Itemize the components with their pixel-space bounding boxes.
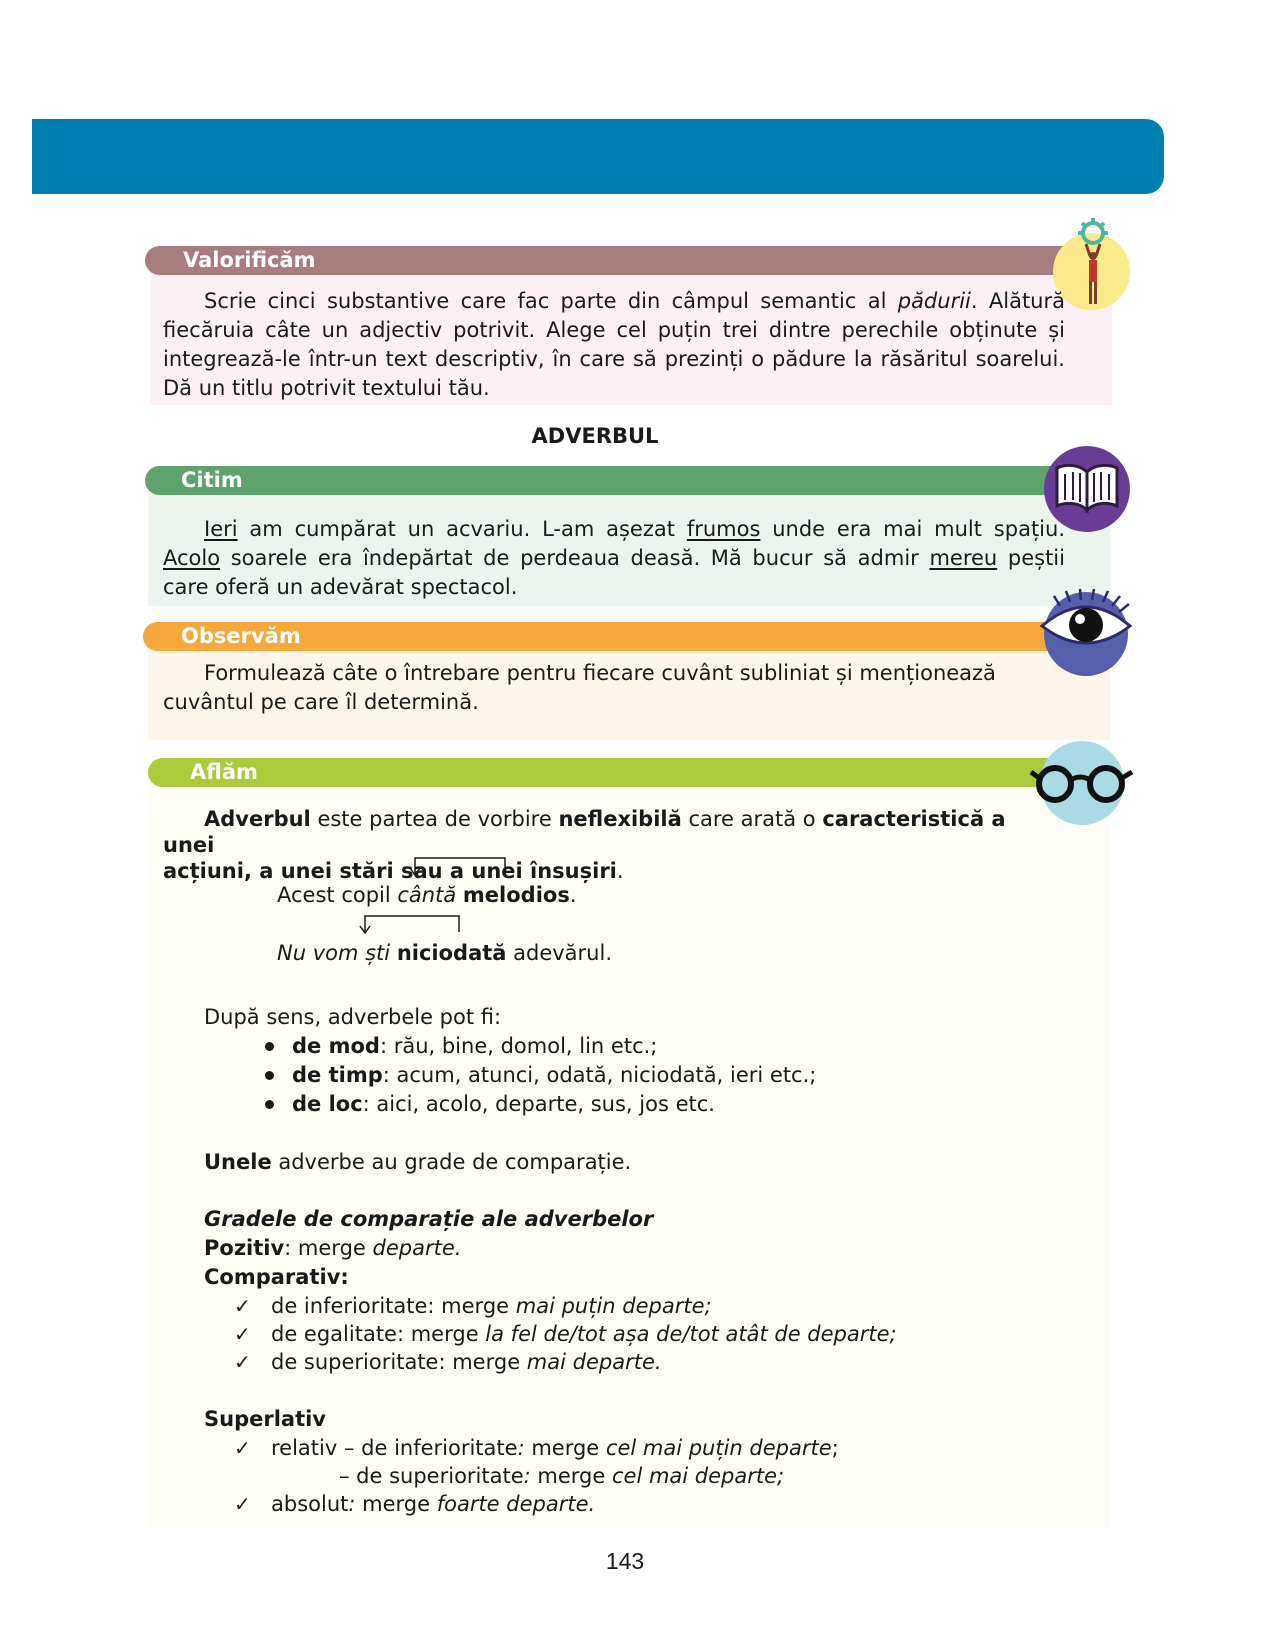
check-icon: ✓ <box>234 1492 251 1516</box>
underlined-word-acolo: Acolo <box>163 546 221 570</box>
example-sentence-2: Nu vom ști niciodată adevărul. <box>277 941 612 965</box>
glasses-icon <box>1030 760 1134 806</box>
citim-text: Ieri am cumpărat un acvariu. L-am așezat frumos unde era mai mult spațiu. Acolo soarele era îndepărtat de perdeaua deasă. Mă bucur să admir mereu peștii care oferă un adevărat spectacol. <box>163 517 1066 599</box>
example-arrow-1 <box>405 856 511 880</box>
comp-superioritate: de superioritate: merge mai departe. <box>271 1350 662 1374</box>
check-icon: ✓ <box>234 1350 251 1374</box>
unele-adverbe: Unele adverbe au grade de comparație. <box>204 1150 632 1174</box>
underlined-word-ieri: Ieri <box>204 517 238 541</box>
sense-item-loc: de loc: aici, acolo, departe, sus, jos etc. <box>292 1092 715 1116</box>
sense-item-mod: de mod: rău, bine, domol, lin etc.; <box>292 1034 658 1058</box>
bullet-mod <box>265 1042 274 1051</box>
sup-relativ-inferioritate: relativ – de inferioritate: merge cel mai puțin departe; <box>271 1436 839 1460</box>
bullet-loc <box>265 1100 274 1109</box>
valorificam-header <box>145 246 1065 275</box>
check-icon: ✓ <box>234 1322 251 1346</box>
sup-absolut: absolut: merge foarte departe. <box>271 1492 596 1516</box>
sense-item-timp: de timp: acum, atunci, odată, niciodată, ieri etc.; <box>292 1063 817 1087</box>
open-book-icon <box>1053 460 1121 516</box>
example-sentence-1: Acest copil cântă melodios. <box>277 883 577 907</box>
grades-title: Gradele de comparație ale adverbelor <box>204 1207 654 1231</box>
underlined-word-mereu: mereu <box>929 546 998 570</box>
valorificam-title: Valorificăm <box>183 248 316 272</box>
citim-header <box>145 466 1060 495</box>
page-number: 143 <box>605 1548 645 1574</box>
aflam-header <box>148 758 1063 787</box>
example-arrow-2 <box>355 914 465 938</box>
grade-superlativ: Superlativ <box>204 1407 327 1431</box>
aflam-title: Aflăm <box>190 760 258 784</box>
achiever-icon <box>1070 218 1116 306</box>
observam-text: Formulează câte o întrebare pentru fiecare cuvânt subliniat și menționează cuvântul pe care îl determină. <box>163 661 996 714</box>
underlined-word-frumos: frumos <box>686 517 761 541</box>
citim-title: Citim <box>181 468 243 492</box>
grade-pozitiv: Pozitiv: merge departe. <box>204 1236 462 1260</box>
check-icon: ✓ <box>234 1436 251 1460</box>
chapter-banner <box>32 119 1164 194</box>
check-icon: ✓ <box>234 1294 251 1318</box>
adverb-definition: Adverbul este partea de vorbire neflexibilă care arată o caracteristică a unei acțiuni, a unei stări sau a unei însușiri. <box>163 807 1006 883</box>
lesson-title: ADVERBUL <box>531 424 659 448</box>
sense-intro: După sens, adverbele pot fi: <box>204 1005 502 1029</box>
comp-egalitate: de egalitate: merge la fel de/tot așa de/tot atât de departe; <box>271 1322 897 1346</box>
comp-inferioritate: de inferioritate: merge mai puțin departe; <box>271 1294 712 1318</box>
sup-relativ-superioritate: – de superioritate: merge cel mai departe; <box>339 1464 785 1488</box>
eye-icon <box>1036 588 1136 658</box>
observam-header <box>143 622 1063 651</box>
valorificam-text: Scrie cinci substantive care fac parte din câmpul semantic al pădurii. Alătură fiecăruia câte un adjectiv potrivit. Alege cel puțin trei dintre perechile obținute și integrează-le într-un text descriptiv, în care să prezinți o pădure la răsăritul soarelui. Dă un titlu potrivit textului tău. <box>163 289 1065 400</box>
grade-comparativ: Comparativ: <box>204 1265 349 1289</box>
observam-title: Observăm <box>181 624 301 648</box>
bullet-timp <box>265 1071 274 1080</box>
